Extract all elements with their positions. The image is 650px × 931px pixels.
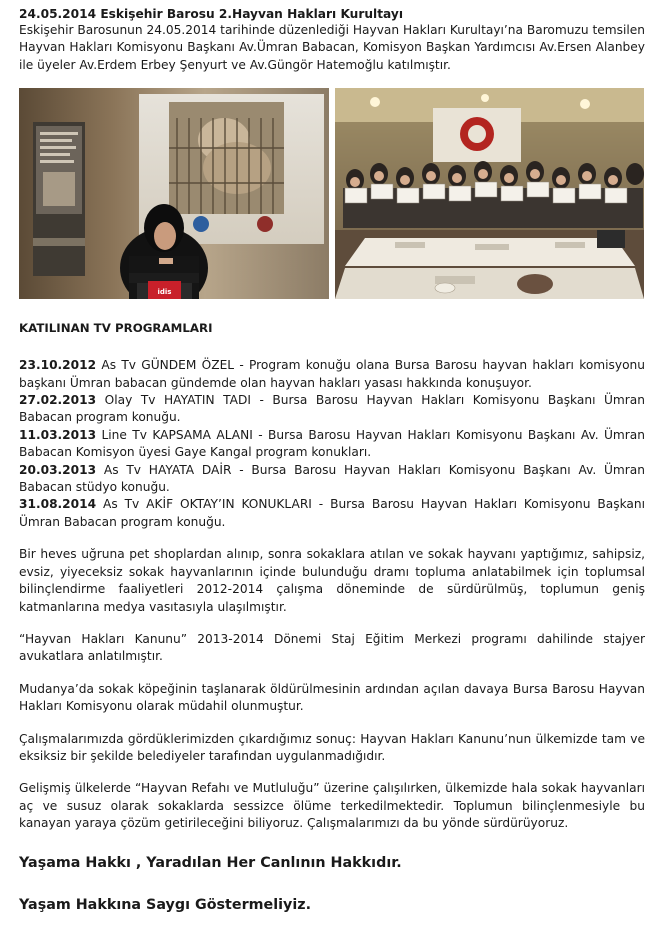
tv-program-date: 20.03.2013	[19, 462, 97, 477]
conclusion-paragraph: Çalışmalarımızda gördüklerimizden çıkardığımız sonuç: Hayvan Hakları Kanunu’nun ülkemizde tam ve eksiksiz bir şekilde belediyeler tarafından uygulanmadığıdır.	[19, 731, 645, 763]
group-photo	[335, 88, 644, 299]
tv-program-item	[19, 427, 645, 462]
tv-program-date: 23.10.2012	[19, 358, 97, 373]
tv-program-item	[19, 392, 645, 427]
tv-program-text: As Tv AKİF OKTAY’IN KONUKLARI - Bursa Barosu Hayvan Hakları Komisyonu Başkanı Ümran Babacan program konuğu.	[19, 497, 645, 529]
page-content	[19, 6, 645, 915]
tv-program-item	[19, 357, 645, 392]
tv-program-date: 27.02.2013	[19, 393, 97, 408]
kurultay-body: Eskişehir Barosunun 24.05.2014 tarihinde düzenlediği Hayvan Hakları Kurultayı’na Baromuzu temsilen Hayvan Hakları Komisyonu Başkanı Av.Ümran Babacan, Komisyon Başkan Yardımcısı Av.Ersen Alanbey ile üyeler Av.Erdem Erbey Şenyurt ve Av.Güngör Hatemoğlu katılmıştır.	[19, 23, 645, 72]
tv-program-text: As Tv HAYATA DAİR - Bursa Barosu Hayvan Hakları Komisyonu Başkanı Av. Ümran Babacan stüdyo konuğu.	[19, 462, 645, 495]
tv-section-heading: KATILINAN TV PROGRAMLARI	[19, 321, 213, 336]
photo-row	[19, 88, 645, 299]
mudanya-paragraph: Mudanya’da sokak köpeğinin taşlanarak öldürülmesinin ardından açılan davaya Bursa Barosu Hayvan Hakları Komisyonu olarak müdahil olunmuştur.	[19, 681, 645, 714]
tv-program-text: Olay Tv HAYATIN TADI - Bursa Barosu Hayvan Hakları Komisyonu Başkanı Ümran Babacan program konuğu.	[19, 393, 645, 425]
tv-program-text: Line Tv KAPSAMA ALANI - Bursa Barosu Hayvan Hakları Komisyonu Başkanı Av. Ümran Babacan Komisyon üyesi Gaye Kangal program konukları.	[19, 427, 645, 460]
slogan-respect: Yaşam Hakkına Saygı Göstermeliyiz.	[19, 896, 312, 913]
kurultay-title: 24.05.2014 Eskişehir Barosu 2.Hayvan Hakları Kurultayı	[19, 7, 404, 21]
tv-program-text: As Tv GÜNDEM ÖZEL - Program konuğu olana Bursa Barosu hayvan hakları komisyonu başkanı Ümran babacan gündemde olan hayvan hakları yasası hakkında konuşuyor.	[19, 358, 645, 390]
speaker-photo	[19, 88, 329, 299]
podium-logo-text: idis	[157, 288, 172, 297]
training-paragraph: “Hayvan Hakları Kanunu” 2013-2014 Dönemi Staj Eğitim Merkezi programı dahilinde stajyer avukatlara anlatılmıştır.	[19, 631, 645, 664]
closing-paragraph: Gelişmiş ülkelerde “Hayvan Refahı ve Mutluluğu” üzerine çalışılırken, ülkemizde hala sokak hayvanları aç ve susuz olarak sokaklarda sessizce ölüme terkedilmektedir. Toplumun bilinçlenmesiyle bu kanayan yaraya çözüm getirileceğini biliyoruz. Çalışmalarımızı da bu yönde sürdürüyoruz.	[19, 781, 645, 831]
tv-program-item	[19, 462, 645, 497]
tv-program-list	[19, 357, 645, 531]
slogan-right-to-life: Yaşama Hakkı , Yaradılan Her Canlının Hakkıdır.	[19, 854, 402, 871]
awareness-paragraph: Bir heves uğruna pet shoplardan alınıp, sonra sokaklara atılan ve sokak hayvanı yaptığımız, sahipsiz, evsiz, yiyeceksiz sokak hayvanlarının içinde bulunduğu dramı topluma anlatabilmek için toplumsal bilinçlendirme faaliyetleri 2012-2014 çalışma döneminde de sürdürülmüş, toplumun geniş katmanlarına medya vasıtasıyla ulaşılmıştır.	[19, 547, 645, 614]
tv-program-date: 11.03.2013	[19, 427, 97, 442]
tv-program-date: 31.08.2014	[19, 497, 97, 512]
tv-program-item	[19, 496, 645, 531]
